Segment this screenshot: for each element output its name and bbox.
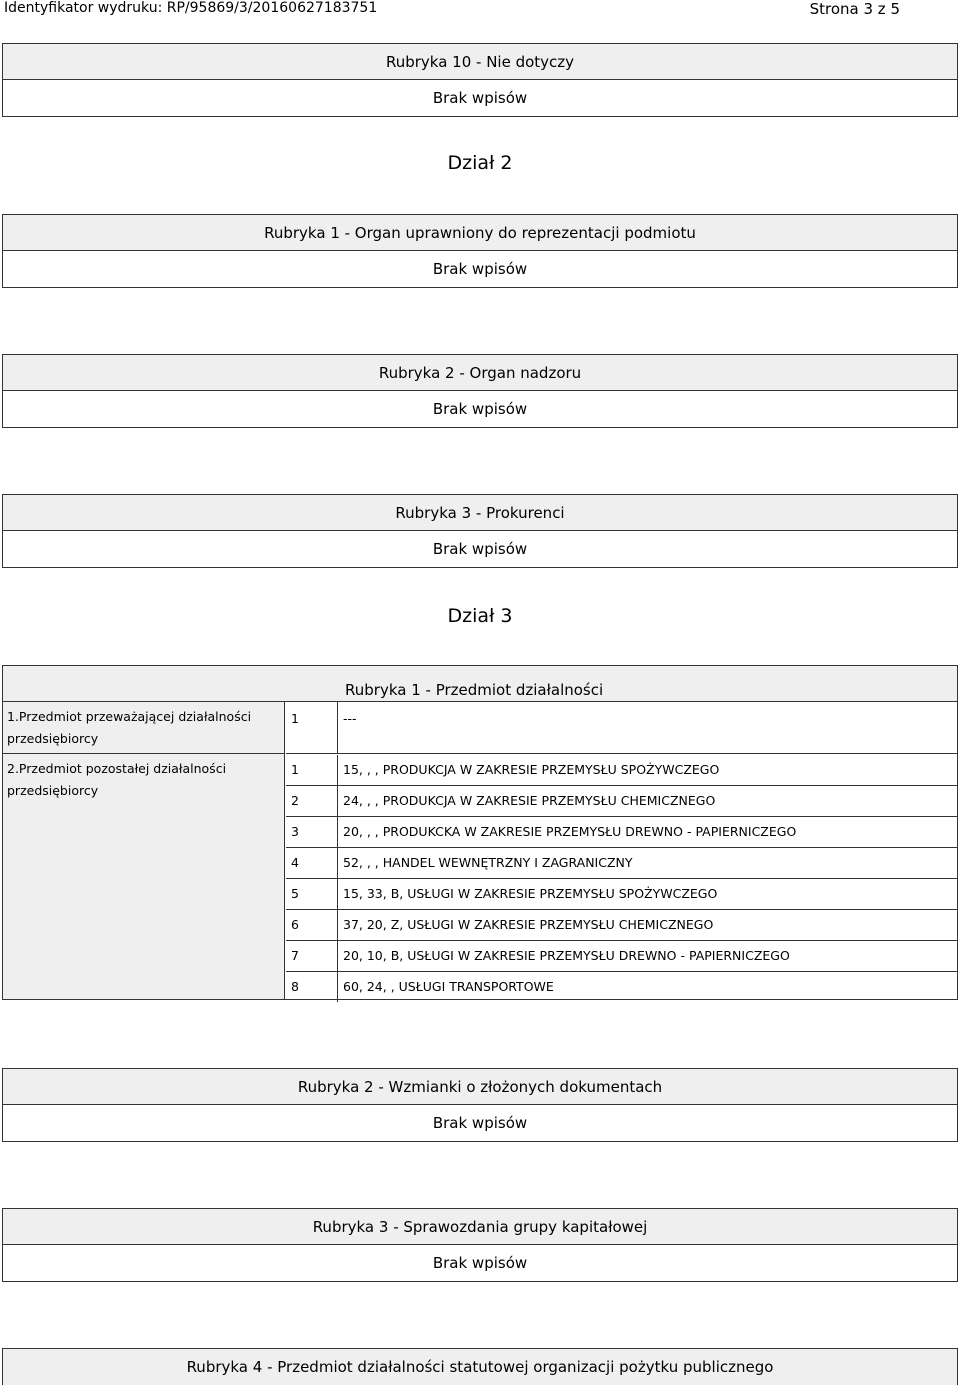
section-body: Brak wpisów [3,251,957,287]
row-number: 5 [286,879,338,909]
section-title: Rubryka 1 - Przedmiot działalności [3,666,957,702]
row-number: 2 [286,786,338,816]
row-number: 7 [286,941,338,971]
row-value: 20, 10, B, USŁUGI W ZAKRESIE PRZEMYSŁU DREWNO - PAPIERNICZEGO [343,948,790,963]
section-title: Rubryka 3 - Prokurenci [3,495,957,531]
section-title: Rubryka 3 - Sprawozdania grupy kapitałowej [3,1209,957,1245]
row-number: 1 [286,755,338,785]
other-activity-label: 2.Przedmiot pozostałej działalności przedsiębiorcy [7,761,227,798]
dzial-3-heading: Dział 3 [447,605,513,627]
section-title: Rubryka 10 - Nie dotyczy [3,44,957,80]
dzial3-rubryka-3 [2,1208,958,1282]
row-value: --- [343,711,357,726]
table-row [286,941,957,972]
dzial2-rubryka-2 [2,354,958,428]
row-number: 1 [286,702,338,753]
section-body: Brak wpisów [3,391,957,427]
dzial2-rubryka-3 [2,494,958,568]
rubryka-10 [2,43,958,117]
section-title: Rubryka 2 - Wzmianki o złożonych dokumentach [3,1069,957,1105]
row-value: 20, , , PRODUKCKA W ZAKRESIE PRZEMYSŁU DREWNO - PAPIERNICZEGO [343,824,797,839]
row-number: 6 [286,910,338,940]
section-body: Brak wpisów [3,1245,957,1281]
section-body: Brak wpisów [3,80,957,116]
dzial2-rubryka-1 [2,214,958,288]
row-number: 4 [286,848,338,878]
section-title: Rubryka 1 - Organ uprawniony do reprezentacji podmiotu [3,215,957,251]
section-body: Brak wpisów [3,1105,957,1141]
page-number: Strona 3 z 5 [809,0,900,18]
row-number: 3 [286,817,338,847]
table-row [286,755,957,786]
row-value: 37, 20, Z, USŁUGI W ZAKRESIE PRZEMYSŁU CHEMICZNEGO [343,917,714,932]
row-number: 8 [286,972,338,1002]
dzial-2-heading: Dział 2 [447,152,513,174]
row-value: 15, 33, B, USŁUGI W ZAKRESIE PRZEMYSŁU SPOŻYWCZEGO [343,886,718,901]
table-row [286,786,957,817]
dzial3-rubryka-4 [2,1348,958,1385]
table-row [286,848,957,879]
table-row [286,879,957,910]
print-identifier: Identyfikator wydruku: RP/95869/3/20160627183751 [4,0,378,16]
table-row [286,702,957,754]
row-value: 24, , , PRODUKCJA W ZAKRESIE PRZEMYSŁU CHEMICZNEGO [343,793,716,808]
table-row [286,910,957,941]
page-header [0,0,960,18]
section-title: Rubryka 4 - Przedmiot działalności statutowej organizacji pożytku publicznego [3,1349,957,1385]
row-value: 60, 24, , USŁUGI TRANSPORTOWE [343,979,554,994]
primary-activity-label: 1.Przedmiot przeważającej działalności przedsiębiorcy [3,702,285,754]
row-value: 52, , , HANDEL WEWNĘTRZNY I ZAGRANICZNY [343,855,633,870]
row-value: 15, , , PRODUKCJA W ZAKRESIE PRZEMYSŁU SPOŻYWCZEGO [343,762,720,777]
section-body: Brak wpisów [3,531,957,567]
przedmiot-dzialalnosci-table [2,665,958,1000]
label-column [3,702,285,999]
dzial3-rubryka-2 [2,1068,958,1142]
table-row [286,817,957,848]
section-title: Rubryka 2 - Organ nadzoru [3,355,957,391]
table-row [286,972,957,1003]
